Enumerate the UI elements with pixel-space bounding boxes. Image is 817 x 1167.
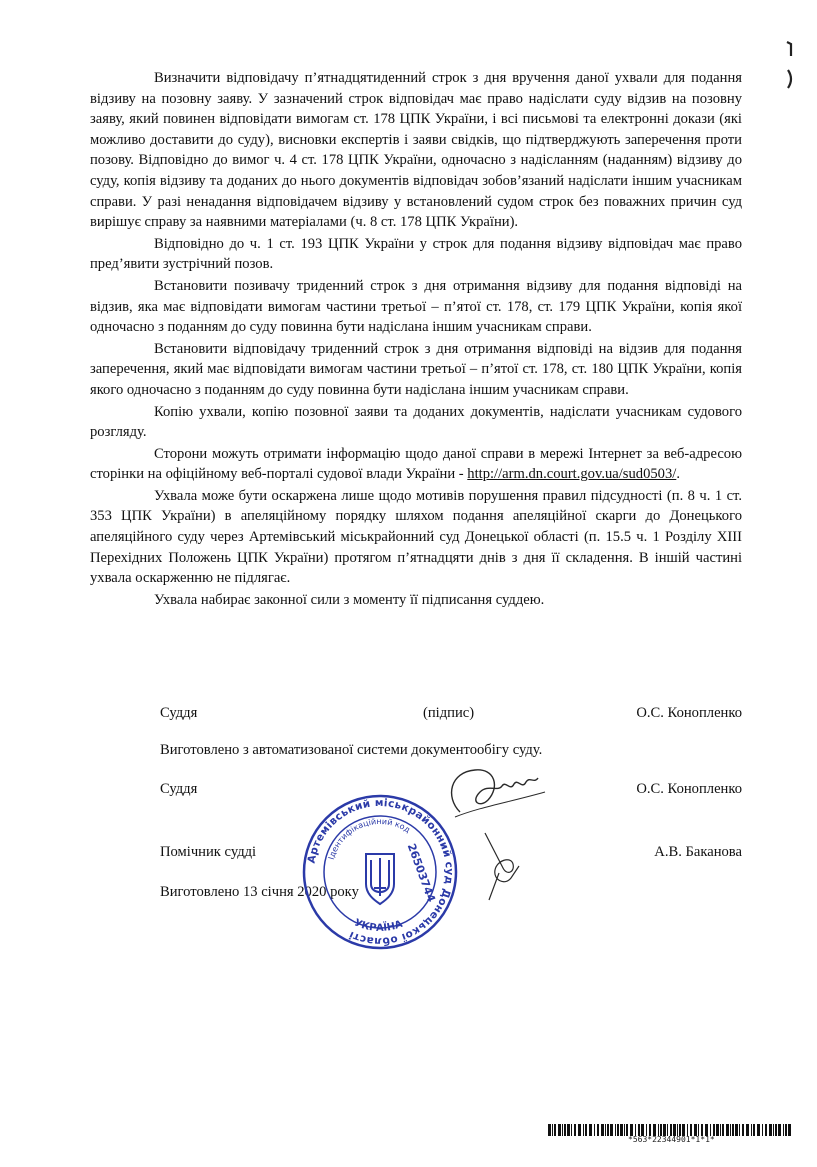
seal-outer-text: Артемівський міськрайонний суд Донецької області: [305, 796, 456, 948]
judge-name: О.С. Конопленко: [636, 705, 742, 721]
trident-icon: [366, 854, 394, 904]
assistant-handwritten-signature: [475, 828, 525, 903]
ruling-text: [90, 68, 742, 610]
seal-bottom-text: УКРАЇНА: [352, 917, 404, 934]
barcode-caption: *563*22344901*1*1*: [628, 1135, 715, 1144]
court-website-link[interactable]: http://arm.dn.court.gov.ua/sud0503/: [467, 466, 677, 483]
paragraph-reply-deadline: Встановити позивачу триденний строк з дня отримання відзиву для подання відповіді на відзив, яка має відповідати вимогам частини третьої – п’ятої ст. 178, ст. 179 ЦПК України, копія якої одночасно з поданням до суду повинна бути надіслана іншим учасникам справи.: [90, 277, 742, 336]
online-info-text: Сторони можуть отримати інформацію щодо даної справи в мережі Інтернет за веб-адресою сторінки на офіційному веб-порталі судової влади України -: [90, 445, 742, 483]
seal-code: 26503744: [404, 841, 438, 904]
document-barcode: [548, 1124, 798, 1154]
assistant-role: Помічник судді: [160, 844, 257, 860]
judge-role: Суддя: [160, 705, 198, 721]
svg-text:УКРАЇНА: [352, 917, 404, 934]
judge-role-2: Суддя: [160, 781, 198, 797]
paragraph-counterclaim: Відповідно до ч. 1 ст. 193 ЦПК України у строк для подання відзиву відповідач має право пред’явити зустрічний позов.: [90, 235, 742, 273]
signature-placeholder: (підпис): [423, 705, 475, 721]
assistant-name: А.В. Баканова: [654, 844, 742, 860]
generated-note: Виготовлено з автоматизованої системи документообігу суду.: [160, 742, 543, 758]
paragraph-appeal: Ухвала може бути оскаржена лише щодо мотивів порушення правил підсудності (п. 8 ч. 1 ст. 353 ЦПК України) в апеляційному порядку шляхом подання апеляційної скарги до Донецького апеляційного суду через Артемівський міськрайонний суд Донецької області (п. 15.5 ч. 1 Розділу XIII Перехідних Положень ЦПК України) протягом п’ятнадцяти днів з дня її складення. В іншій частині ухвала оскарженню не підлягає.: [90, 487, 742, 587]
paragraph-objection-deadline: Встановити відповідачу триденний строк з дня отримання відповіді на відзив для подання заперечення, який має відповідати вимогам частини третьої – п’ятої ст. 178, ст. 180 ЦПК України, копія якого одночасно з поданням до суду повинна бути надіслана іншим учасникам справи.: [90, 340, 742, 398]
judge-name-2: О.С. Конопленко: [636, 781, 742, 797]
paragraph-copies: Копію ухвали, копію позовної заяви та доданих документів, надіслати учасникам судового розгляду.: [90, 403, 742, 441]
court-seal-icon: [300, 792, 460, 952]
paragraph-response-deadline: Визначити відповідачу п’ятнадцятиденний строк з дня вручення даної ухвали для подання відзиву на позовну заяву. У зазначений строк відповідач має право надіслати суду відзив на позовну заяву, який повинен відповідати вимогам ст. 178 ЦПК України, і всі письмові та електронні докази (які можливо доставити до суду), висновки експертів і заяви свідків, що підтверджують заперечення проти позову. Відповідно до вимог ч. 4 ст. 178 ЦПК України, одночасно з надісланням (наданням) відзиву до суду, копія відзиву та доданих до нього документів відповідач зобов’язаний надіслати іншим учасникам справи. У разі ненадання відповідачем відзиву у встановлений судом строк без поважних причин суд вирішує справу за наявними матеріалами (ч. 8 ст. 178 ЦПК України).: [90, 70, 742, 231]
paragraph-online-info: [90, 444, 742, 485]
date-note: Виготовлено 13 січня 2020 року: [160, 884, 359, 900]
margin-pen-mark: [783, 38, 797, 96]
paragraph-effective: Ухвала набирає законної сили з моменту її підписання суддею.: [154, 591, 545, 608]
seal-inner-text: Ідентифікаційний код: [326, 816, 412, 861]
online-info-end: .: [676, 466, 680, 483]
